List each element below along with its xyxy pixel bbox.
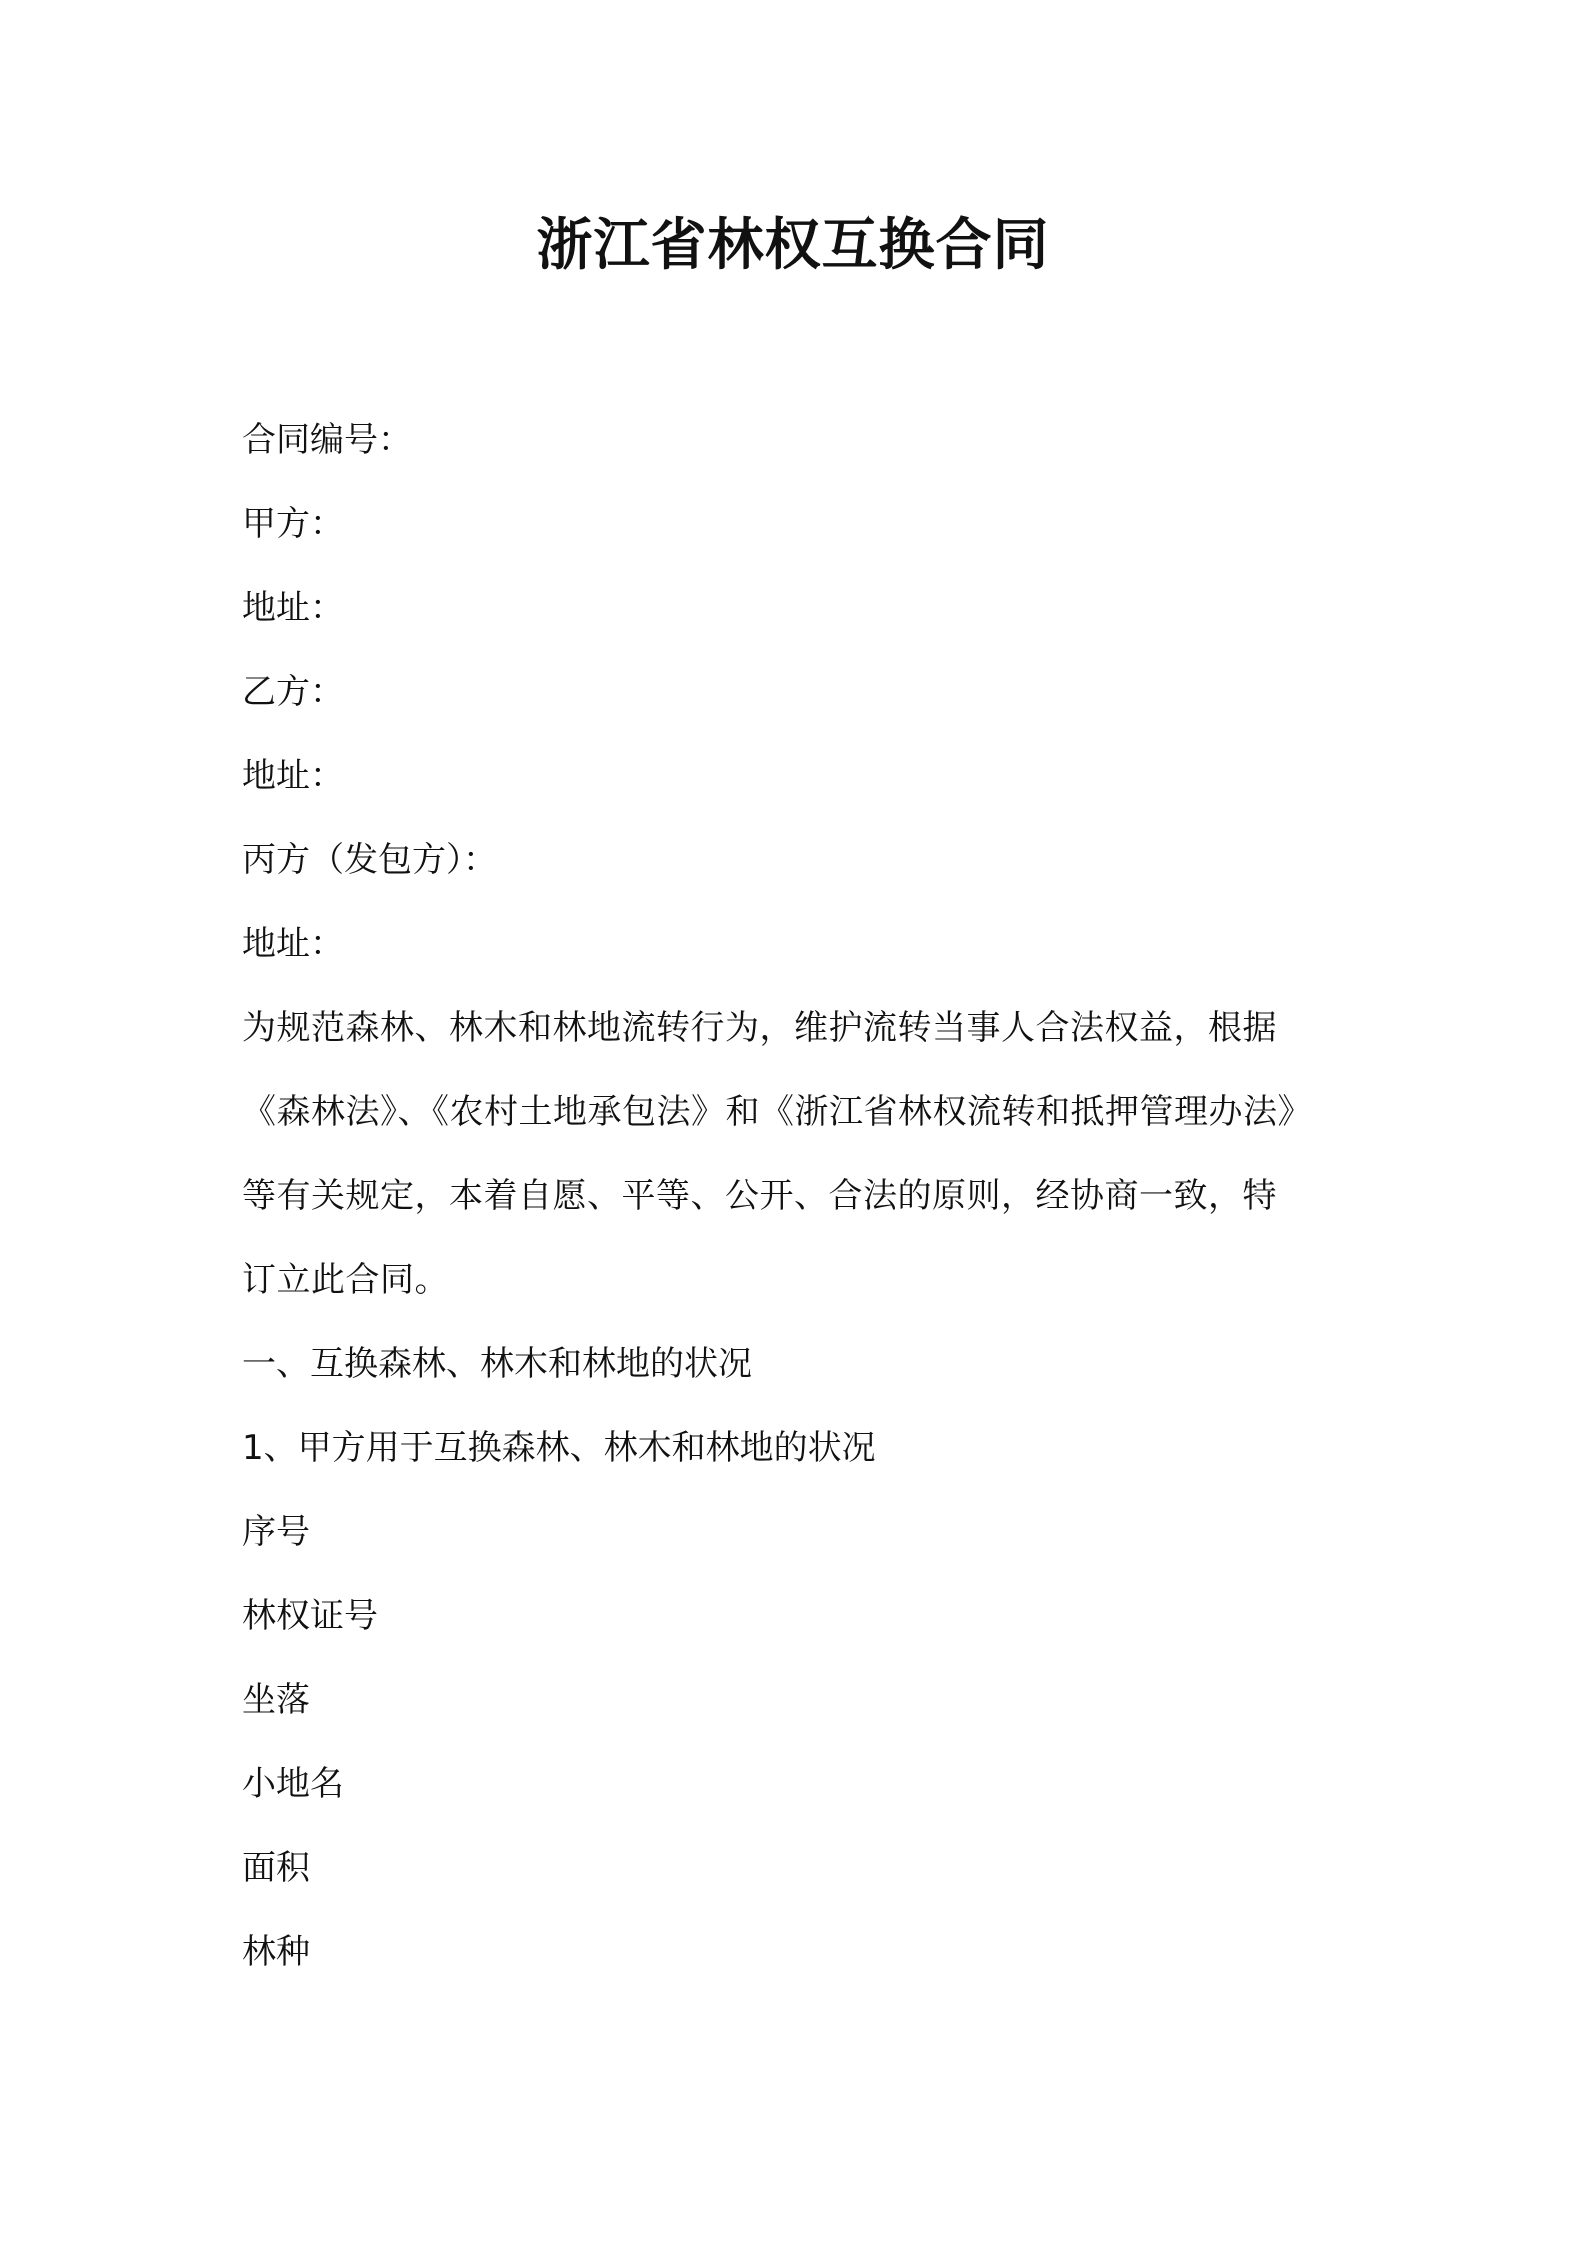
preamble-line: 等有关规定，本着自愿、平等、公开、合法的原则，经协商一致，特 [242,1176,1277,1216]
preamble-paragraph [242,986,1362,1322]
document-body [242,398,1362,1994]
table-field-place-name: 小地名 [242,1764,344,1804]
preamble-line: 《森林法》、《农村土地承包法》和《浙江省林权流转和抵押管理办法》 [242,1092,1312,1132]
section-heading: 一、互换森林、林木和林地的状况 [242,1344,752,1384]
party-a-label: 甲方： [242,504,344,544]
table-field-certificate-number: 林权证号 [242,1596,378,1636]
document-title: 浙江省林权互换合同 [536,213,1050,278]
party-b-label: 乙方： [242,672,344,712]
contract-number-label: 合同编号： [242,420,412,460]
table-field-serial-number: 序号 [242,1512,310,1552]
preamble-line: 订立此合同。 [242,1260,449,1300]
header-fields [242,398,1362,986]
table-field-area: 面积 [242,1848,310,1888]
party-a-address-label: 地址： [242,588,344,628]
preamble-line: 为规范森林、林木和林地流转行为，维护流转当事人合法权益，根据 [242,1008,1277,1048]
party-b-address-label: 地址： [242,756,344,796]
table-field-forest-type: 林种 [242,1932,310,1972]
party-c-address-label: 地址： [242,924,344,964]
table-field-list [242,1490,1362,1994]
table-field-location: 坐落 [242,1680,310,1720]
subsection-heading: 1、甲方用于互换森林、林木和林地的状况 [242,1428,876,1468]
party-c-label: 丙方（发包方）： [242,840,497,880]
